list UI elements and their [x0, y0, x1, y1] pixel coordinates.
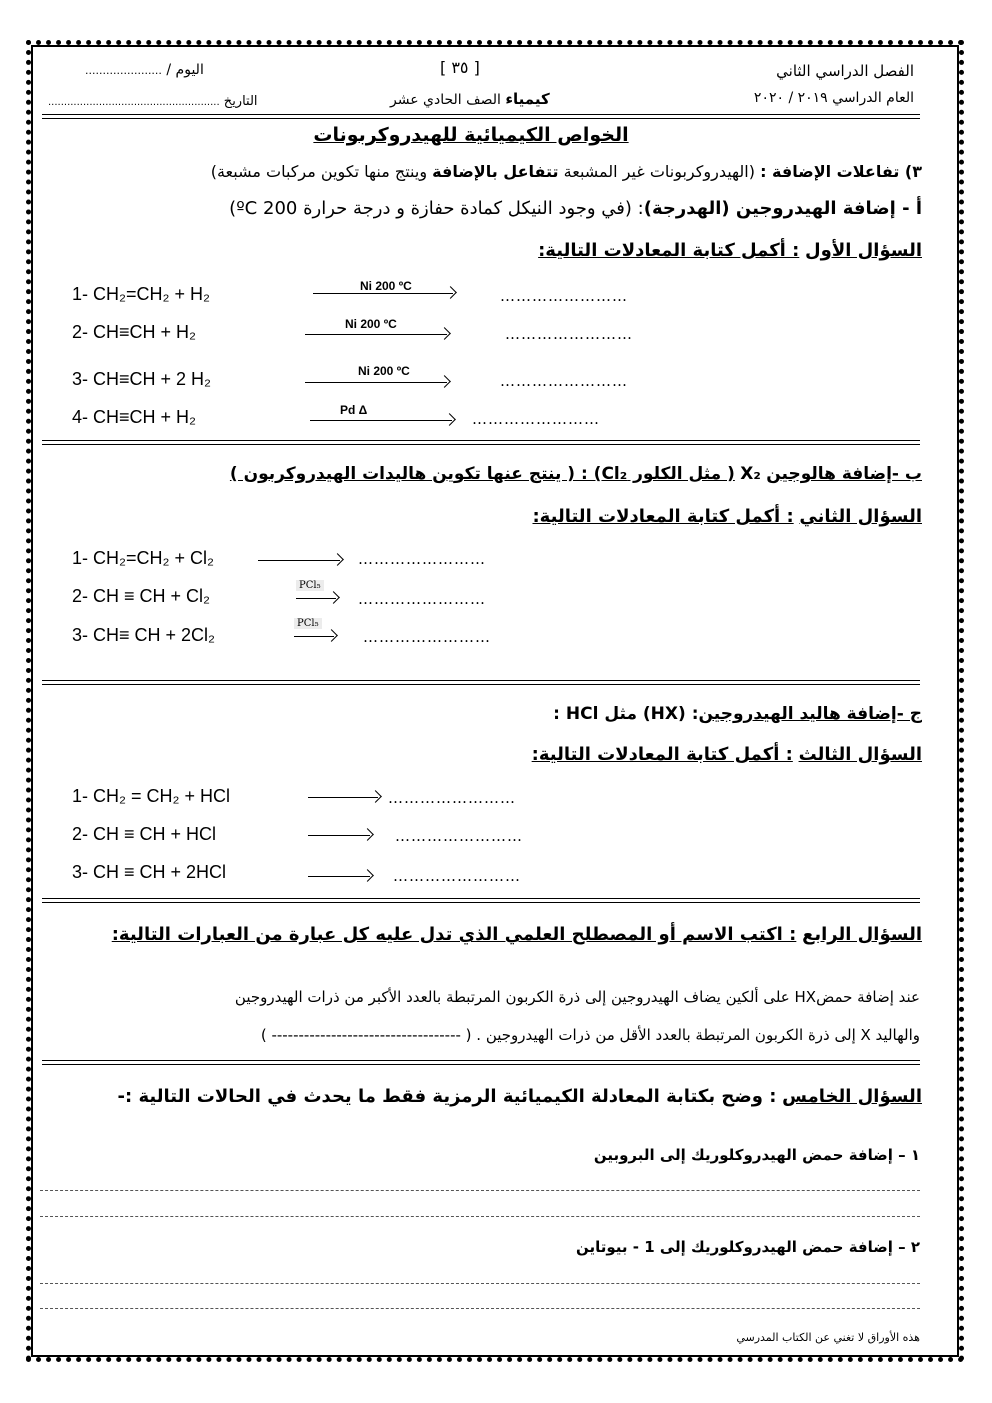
answer-blank[interactable]: …………………… — [388, 789, 516, 807]
answer-blank[interactable]: …………………… — [500, 372, 628, 390]
reaction-arrow — [308, 876, 370, 877]
eq-reactants: CH≡CH + H₂ — [93, 407, 197, 427]
reaction-arrow — [296, 598, 336, 599]
day-field[interactable] — [85, 62, 204, 78]
q1-text: : أكمل كتابة المعادلات التالية: — [538, 240, 800, 261]
reaction-arrow — [308, 797, 378, 798]
part-c-text: : (HX) مثل HCl : — [553, 704, 699, 724]
answer-blank[interactable]: …………………… — [393, 867, 521, 885]
section-separator — [42, 680, 920, 685]
reaction-arrow — [294, 636, 334, 637]
q3-label: السؤال الثالث — [798, 744, 922, 765]
answer-blank[interactable]: …………………… — [358, 590, 486, 608]
answer-line[interactable] — [40, 1216, 920, 1217]
part-c-line — [553, 704, 922, 724]
q1-heading — [538, 240, 922, 261]
q4-text: : اكتب الاسم أو المصطلح العلمي الذي تدل عليه كل عبارة من العبارات التالية: — [111, 924, 797, 945]
part-a-line — [229, 198, 922, 219]
eq-reactants: CH≡CH + H₂ — [93, 322, 197, 342]
q4-heading — [112, 924, 922, 945]
q3-text: : أكمل كتابة المعادلات التالية: — [531, 744, 793, 765]
subject-label: كيمياء — [505, 90, 550, 108]
section-separator — [42, 440, 920, 445]
eq-number: 2- — [72, 322, 89, 342]
reaction-arrow — [310, 420, 452, 421]
q1-equation-1 — [72, 284, 210, 305]
semester-label: الفصل الدراسي الثاني — [776, 62, 914, 80]
reaction-arrow — [305, 382, 447, 383]
q1-equation-3 — [72, 369, 211, 390]
answer-blank[interactable]: …………………… — [500, 287, 628, 305]
part-c-heading: ج -إضافة هاليد الهيدروجين — [698, 704, 922, 724]
catalyst-label: PCl₅ — [296, 580, 324, 591]
date-dots: ...................................................... — [48, 97, 220, 108]
section3-line — [211, 162, 922, 181]
eq-number: 3- — [72, 862, 89, 882]
q5-heading — [118, 1086, 922, 1107]
section3-heading: ٣) تفاعلات الإضافة : — [760, 162, 922, 181]
eq-reactants: CH ≡ CH + HCl — [93, 824, 217, 844]
eq-condition: Ni 200 ºC — [358, 364, 410, 378]
q5-text: : وضح بكتابة المعادلة الكيميائية الرمزية فقط ما يحدث في الحالات التالية :- — [117, 1086, 777, 1107]
date-label: التاريخ — [223, 94, 258, 109]
q2-equation-1 — [72, 548, 214, 569]
answer-blank[interactable]: …………………… — [358, 550, 486, 568]
q2-heading — [532, 506, 922, 527]
q4-line-2[interactable]: والهاليد X إلى ذرة الكربون المرتبطة بالعدد الأقل من ذرات الهيدروجين . ( ----------------------------------- ) — [260, 1026, 920, 1044]
eq-number: 4- — [72, 407, 89, 427]
answer-line[interactable] — [40, 1283, 920, 1284]
q3-equation-3 — [72, 862, 226, 883]
date-field[interactable] — [48, 94, 258, 109]
catalyst-label: PCl₅ — [294, 618, 322, 629]
reaction-arrow — [313, 293, 453, 294]
section-separator — [42, 898, 920, 903]
answer-blank[interactable]: …………………… — [472, 410, 600, 428]
q4-line-1: عند إضافة حمضHX على ألكين يضاف الهيدروجين إلى ذرة الكربون المرتبطة بالعدد الأكبر من ذرات الهيدروجين — [234, 988, 920, 1006]
day-dots: ...................... — [85, 64, 162, 77]
section3-desc-2: وينتج منها تكوين مركبات مشبعة) — [210, 162, 433, 181]
reaction-arrow — [258, 560, 340, 561]
q2-equation-2 — [72, 586, 210, 607]
eq-reactants: CH ≡ CH + 2HCl — [93, 862, 227, 882]
q1-equation-2 — [72, 322, 196, 343]
eq-number: 1- — [72, 284, 89, 304]
answer-line[interactable] — [40, 1190, 920, 1191]
q4-label: السؤال الرابع — [802, 924, 922, 945]
academic-year: العام الدراسي ٢٠١٩ / ٢٠٢٠ — [753, 90, 914, 106]
eq-reactants: CH₂=CH₂ + Cl₂ — [93, 548, 215, 568]
part-b-line — [230, 464, 922, 484]
part-a-heading: أ - إضافة الهيدروجين (الهدرجة) — [643, 198, 922, 219]
eq-reactants: CH ≡ CH + Cl₂ — [93, 586, 211, 606]
section3-desc-1: (الهيدروكربونات غير المشبعة — [558, 162, 755, 181]
day-label: اليوم / — [166, 62, 204, 78]
q1-equation-4 — [72, 407, 196, 428]
q3-equation-1 — [72, 786, 230, 807]
eq-number: 3- — [72, 625, 89, 645]
eq-number: 2- — [72, 824, 89, 844]
q2-label: السؤال الثاني — [799, 506, 922, 527]
answer-blank[interactable]: …………………… — [395, 827, 523, 845]
q2-text: : أكمل كتابة المعادلات التالية: — [532, 506, 794, 527]
grade-label: الصف الحادي عشر — [390, 92, 501, 108]
footer-note: هذه الأوراق لا تغني عن الكتاب المدرسي — [736, 1331, 920, 1344]
part-a-condition: : (في وجود النيكل كمادة حفازة و درجة حرارة 200 ºC) — [229, 198, 644, 219]
eq-condition: Pd Δ — [340, 403, 368, 417]
q5-label: السؤال الخامس — [782, 1086, 922, 1107]
q5-item-1: ١ – إضافة حمض الهيدروكلوريك إلى البروبين — [593, 1146, 920, 1164]
eq-reactants: CH₂ = CH₂ + HCl — [93, 786, 231, 806]
eq-reactants: CH₂=CH₂ + H₂ — [93, 284, 211, 304]
eq-condition: Ni 200 ºC — [360, 279, 412, 293]
section3-desc-bold: تتفاعل بالإضافة — [432, 162, 559, 181]
part-b-heading: ب -إضافة هالوجين — [766, 464, 922, 484]
page-number: [ ٣٥ ] — [440, 58, 480, 77]
reaction-arrow — [308, 835, 370, 836]
q5-item-2: ٢ – إضافة حمض الهيدروكلوريك إلى 1 - بيوتاين — [575, 1238, 920, 1256]
eq-condition: Ni 200 ºC — [345, 317, 397, 331]
answer-line[interactable] — [40, 1308, 920, 1309]
eq-number: 1- — [72, 786, 89, 806]
eq-reactants: CH≡CH + 2 H₂ — [93, 369, 212, 389]
q2-equation-3 — [72, 625, 215, 646]
main-title: الخواص الكيميائية للهيدروكربونات — [313, 124, 629, 146]
eq-number: 3- — [72, 369, 89, 389]
eq-number: 2- — [72, 586, 89, 606]
q3-heading — [532, 744, 922, 765]
eq-reactants: CH≡ CH + 2Cl₂ — [93, 625, 216, 645]
part-b-formula: X₂ — [740, 464, 761, 484]
subject-grade — [390, 90, 550, 108]
answer-blank[interactable]: …………………… — [363, 628, 491, 646]
section-separator — [42, 1060, 920, 1065]
reaction-arrow — [305, 334, 447, 335]
answer-blank[interactable]: …………………… — [505, 325, 633, 343]
q3-equation-2 — [72, 824, 216, 845]
eq-number: 1- — [72, 548, 89, 568]
header-separator — [42, 114, 920, 119]
part-b-text: ( مثل الكلور Cl₂) : ( ينتج عنها تكوين هاليدات الهيدروكربون ) — [229, 464, 735, 484]
q1-label: السؤال الأول — [805, 240, 922, 261]
